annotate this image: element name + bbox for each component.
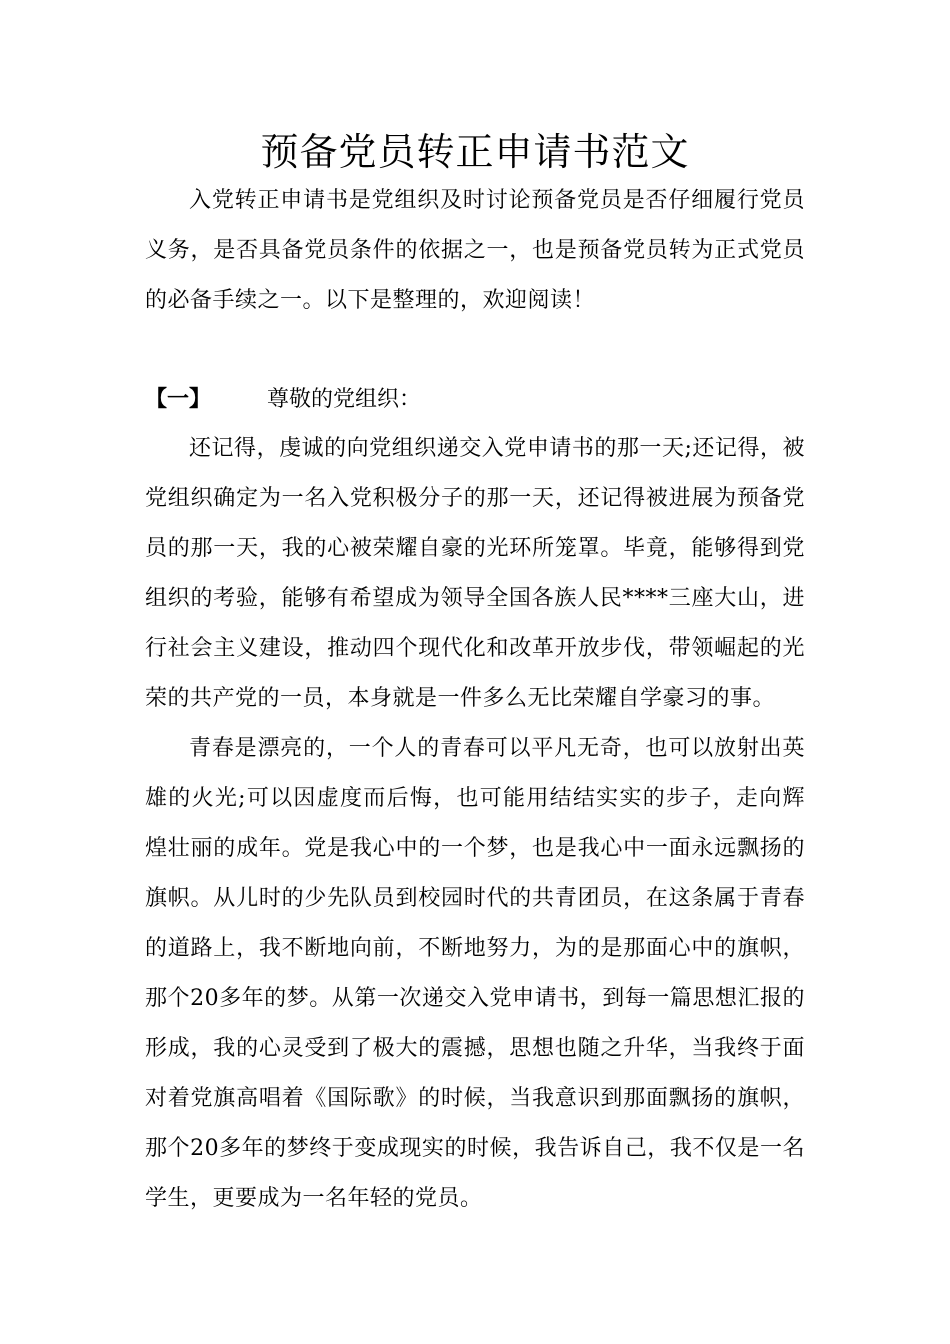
paragraph-block-1 xyxy=(145,424,805,724)
document-title: 预备党员转正申请书范文 xyxy=(260,130,690,174)
section-heading xyxy=(145,374,805,424)
body-paragraph: 还记得，虔诚的向党组织递交入党申请书的那一天;还记得，被党组织确定为一名入党积极分子的那一天，还记得被进展为预备党员的那一天，我的心被荣耀自豪的光环所笼罩。毕竟，能够得到党组织的考验，能够有希望成为领导全国各族人民****三座大山，进行社会主义建设，推动四个现代化和改革开放步伐，带领崛起的光荣的共产党的一员，本身就是一件多么无比荣耀自学豪习的事。 xyxy=(145,436,805,711)
paragraph-block-2 xyxy=(145,724,805,1224)
section-number: 【一】 xyxy=(145,386,212,412)
body-paragraph: 青春是漂亮的，一个人的青春可以平凡无奇，也可以放射出英雄的火光;可以因虚度而后悔，也可能用结结实实的步子，走向辉煌壮丽的成年。党是我心中的一个梦，也是我心中一面永远飘扬的旗帜。从儿时的少先队员到校园时代的共青团员，在这条属于青春的道路上，我不断地向前，不断地努力，为的是那面心中的旗帜，那个20多年的梦。从第一次递交入党申请书，到每一篇思想汇报的形成，我的心灵受到了极大的震撼，思想也随之升华，当我终于面对着党旗高唱着《国际歌》的时候，当我意识到那面飘扬的旗帜，那个20多年的梦终于变成现实的时候，我告诉自己，我不仅是一名学生，更要成为一名年轻的党员。 xyxy=(145,736,805,1211)
intro-paragraph-block xyxy=(145,176,805,326)
salutation: 尊敬的党组织： xyxy=(267,387,422,412)
intro-paragraph: 入党转正申请书是党组织及时讨论预备党员是否仔细履行党员义务，是否具备党员条件的依据之一，也是预备党员转为正式党员的必备手续之一。以下是整理的，欢迎阅读！ xyxy=(145,188,805,313)
